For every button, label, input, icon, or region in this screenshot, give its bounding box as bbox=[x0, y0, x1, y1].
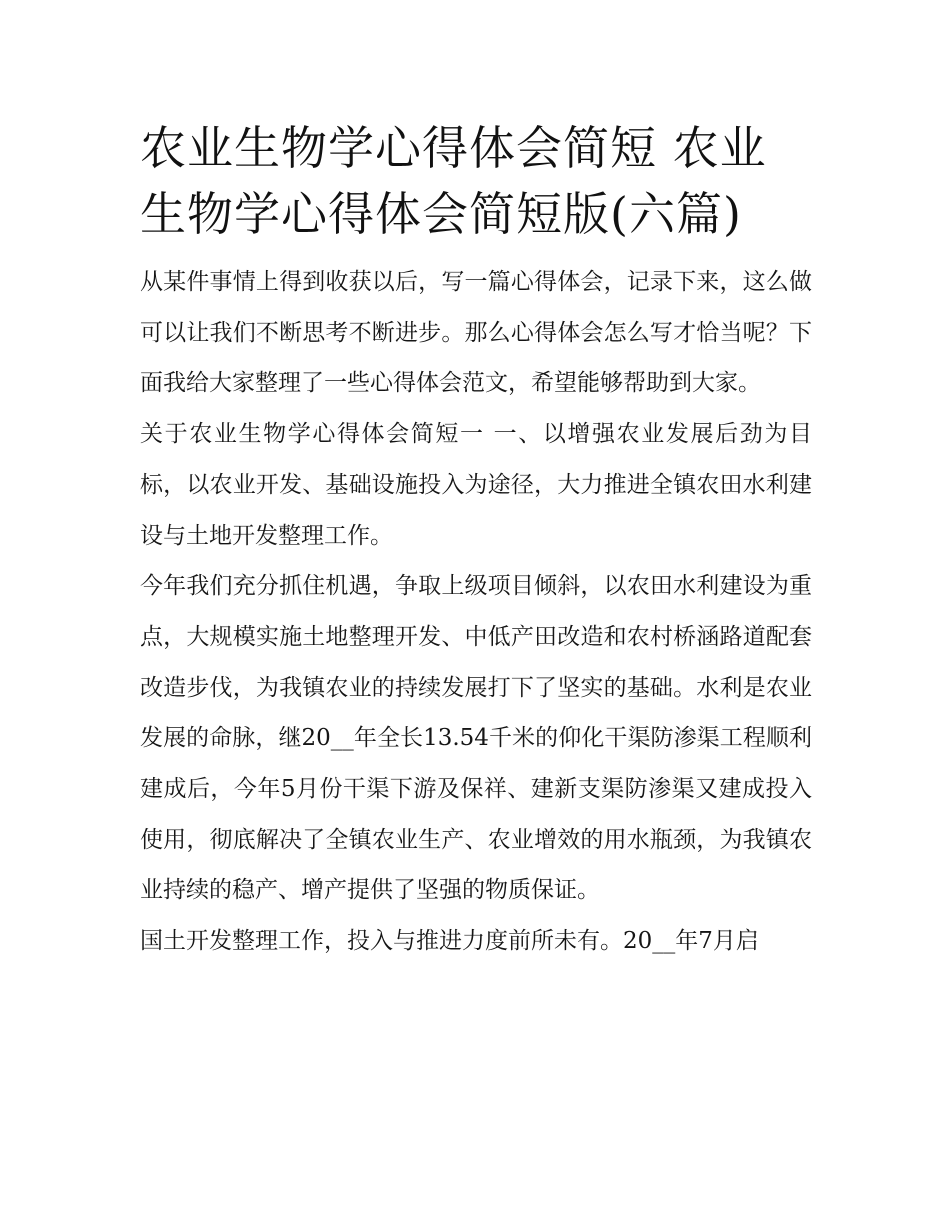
paragraph-section-one: 关于农业生物学心得体会简短一 一、以增强农业发展后劲为目标，以农业开发、基础设施投入为途径，大力推进全镇农田水利建设与土地开发整理工作。 bbox=[140, 421, 812, 549]
paragraph-land-development: 国土开发整理工作，投入与推进力度前所未有。20__年7月启 bbox=[140, 928, 759, 955]
document-body bbox=[140, 115, 812, 967]
paragraph-intro: 从某件事情上得到收获以后，写一篇心得体会，记录下来，这么做可以让我们不断思考不断进步。那么心得体会怎么写才恰当呢？下面我给大家整理了一些心得体会范文，希望能够帮助到大家。 bbox=[140, 269, 812, 397]
paragraph-water-conservancy: 今年我们充分抓住机遇，争取上级项目倾斜，以农田水利建设为重点，大规模实施土地整理开发、中低产田改造和农村桥涵路道配套改造步伐，为我镇农业的持续发展打下了坚实的基础。水利是农业发展的命脉，继20__年全长13.54千米的仰化干渠防渗渠工程顺利建成后，今年5月份干渠下游及保祥、建新支渠防渗渠又建成投入使用，彻底解决了全镇农业生产、农业增效的用水瓶颈，为我镇农业持续的稳产、增产提供了坚强的物质保证。 bbox=[140, 573, 812, 904]
document-title: 农业生物学心得体会简短 农业生物学心得体会简短版(六篇) bbox=[140, 121, 767, 241]
